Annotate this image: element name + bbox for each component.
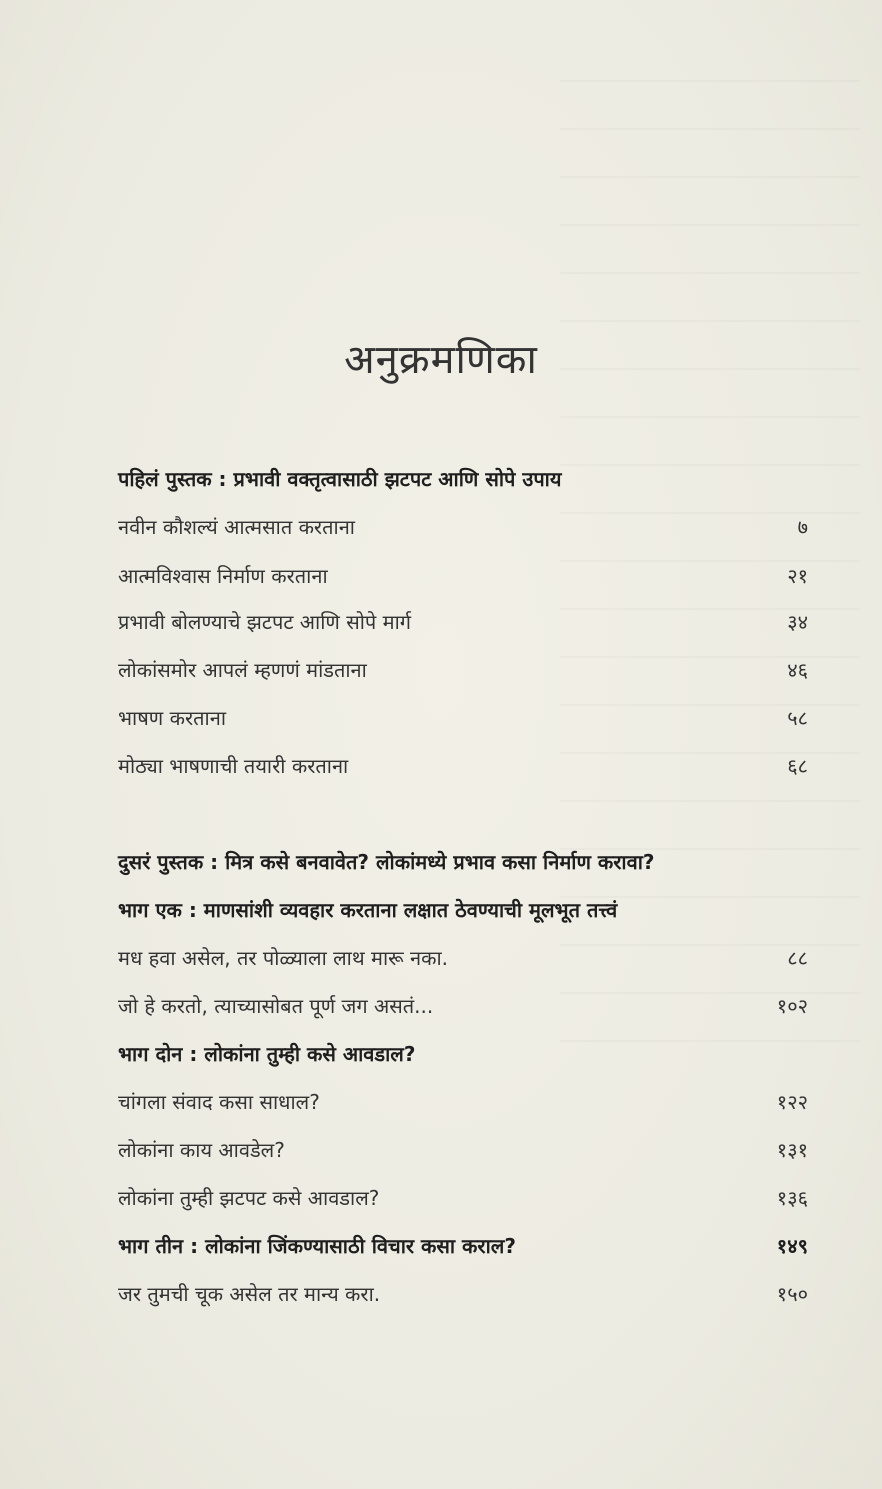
toc-entry-page: ८८ [787, 946, 808, 970]
toc-entry-title: जो हे करतो, त्याच्यासोबत पूर्ण जग असतं... [118, 994, 434, 1018]
toc-entry[interactable] [118, 1133, 808, 1167]
toc-entry[interactable] [118, 1277, 808, 1311]
toc-entry[interactable] [118, 1181, 808, 1215]
part3-heading-page: १४९ [776, 1234, 808, 1258]
toc-entry[interactable] [118, 559, 808, 593]
toc-entry[interactable] [118, 989, 808, 1023]
toc-entry-title: आत्मविश्वास निर्माण करताना [118, 564, 328, 588]
toc-entry[interactable] [118, 510, 808, 544]
toc-entry[interactable] [118, 701, 808, 735]
book2-heading: दुसरं पुस्तक : मित्र कसे बनवावेत? लोकांमध्ये प्रभाव कसा निर्माण करावा? [118, 850, 655, 874]
toc-entry-page: २१ [787, 564, 808, 588]
toc-entry[interactable] [118, 749, 808, 783]
toc-entry-page: १५० [776, 1282, 808, 1306]
toc-entry-title: जर तुमची चूक असेल तर मान्य करा. [118, 1282, 381, 1306]
toc-entry-page: १३६ [776, 1186, 808, 1210]
part1-heading: भाग एक : माणसांशी व्यवहार करताना लक्षात ठेवण्याची मूलभूत तत्त्वं [118, 898, 618, 922]
book1-heading: पहिलं पुस्तक : प्रभावी वक्तृत्वासाठी झटपट आणि सोपे उपाय [118, 467, 562, 491]
page-title: अनुक्रमणिका [344, 337, 538, 383]
toc-entry-title: नवीन कौशल्यं आत्मसात करताना [118, 515, 355, 539]
toc-entry-title: लोकांना तुम्ही झटपट कसे आवडाल? [118, 1186, 380, 1210]
toc-entry-page: ३४ [787, 610, 808, 634]
toc-entry-title: प्रभावी बोलण्याचे झटपट आणि सोपे मार्ग [118, 610, 412, 634]
part2-heading: भाग दोन : लोकांना तुम्ही कसे आवडाल? [118, 1042, 416, 1066]
toc-entry[interactable] [118, 1085, 808, 1119]
toc-entry-title: चांगला संवाद कसा साधाल? [118, 1090, 320, 1114]
toc-entry-page: ७ [797, 515, 808, 539]
toc-entry-page: १२२ [776, 1090, 808, 1114]
toc-entry[interactable] [118, 653, 808, 687]
toc-entry-page: १३१ [776, 1138, 808, 1162]
toc-entry-page: १०२ [776, 994, 808, 1018]
toc-entry-title: लोकांसमोर आपलं म्हणणं मांडताना [118, 658, 367, 682]
toc-entry-page: ५८ [787, 706, 808, 730]
toc-entry-title: लोकांना काय आवडेल? [118, 1138, 285, 1162]
part3-heading[interactable]: भाग तीन : लोकांना जिंकण्यासाठी विचार कसा कराल? १४९ [118, 1229, 808, 1263]
toc-entry[interactable] [118, 941, 808, 975]
toc-entry[interactable] [118, 605, 808, 639]
toc-entry-page: ४६ [787, 658, 808, 682]
toc-entry-title: मध हवा असेल, तर पोळ्याला लाथ मारू नका. [118, 946, 449, 970]
toc-entry-page: ६८ [787, 754, 808, 778]
toc-entry-title: भाषण करताना [118, 706, 227, 730]
toc-entry-title: मोठ्या भाषणाची तयारी करताना [118, 754, 349, 778]
